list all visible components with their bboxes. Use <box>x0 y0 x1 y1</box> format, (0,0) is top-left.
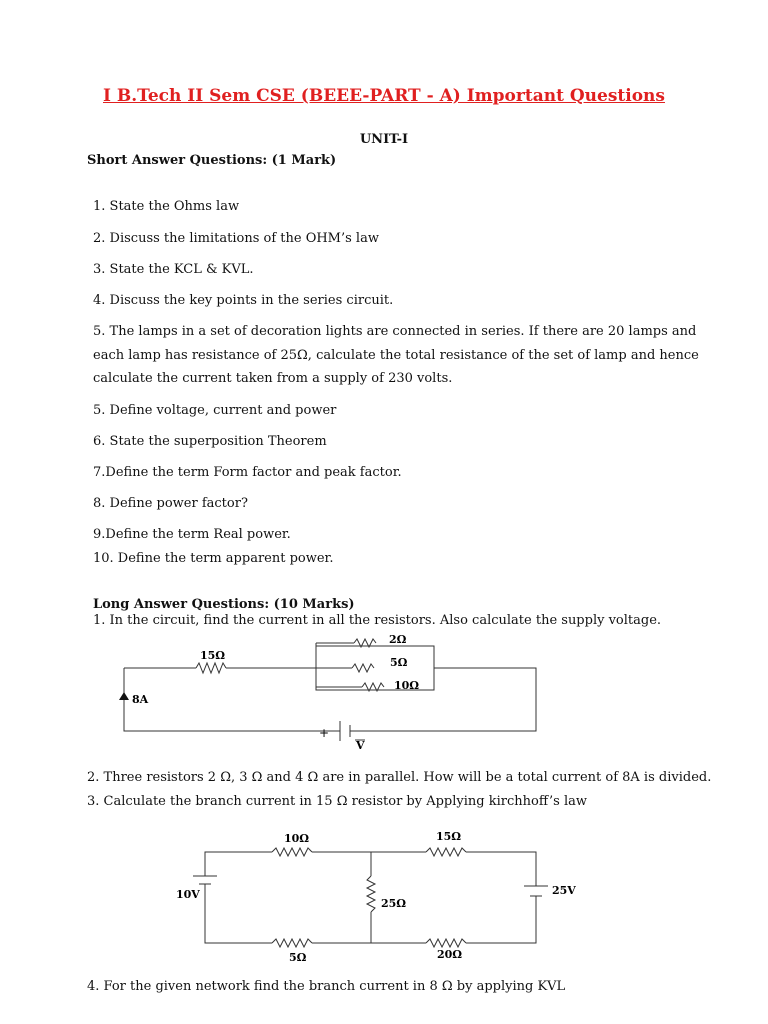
label-plus: + <box>319 726 330 740</box>
label-top-left-resistor: 10Ω <box>284 832 310 845</box>
short-question-3: 3. State the KCL & KVL. <box>93 262 254 277</box>
short-question-10: 10. Define the term apparent power. <box>93 551 334 566</box>
label-top-right-resistor: 15Ω <box>436 830 462 843</box>
label-right-source: 25V <box>552 884 576 897</box>
short-question-1: 1. State the Ohms law <box>93 199 240 214</box>
short-question-2: 2. Discuss the limitations of the OHM’s law <box>93 231 379 246</box>
label-V: V <box>356 739 365 752</box>
short-question-9: 9.Define the term Real power. <box>93 527 291 542</box>
short-question-5a-line-3: calculate the current taken from a supply of 230 volts. <box>93 371 453 386</box>
short-question-5a-line-1: 5. The lamps in a set of decoration lights are connected in series. If there are 20 lamps and <box>93 324 697 339</box>
long-question-2: 2. Three resistors 2 Ω, 3 Ω and 4 Ω are in parallel. How will be a total current of 8A is divided. <box>87 770 712 785</box>
label-left-source: 10V <box>176 888 200 901</box>
short-question-7: 7.Define the term Form factor and peak factor. <box>93 465 402 480</box>
short-question-4: 4. Discuss the key points in the series circuit. <box>93 293 394 308</box>
label-8A: 8A <box>132 693 149 706</box>
short-answer-heading: Short Answer Questions: (1 Mark) <box>87 153 337 168</box>
label-15-ohm: 15Ω <box>200 649 226 662</box>
long-answer-heading: Long Answer Questions: (10 Marks) <box>93 597 355 612</box>
resistor-bottom-left <box>272 939 312 947</box>
short-question-6: 6. State the superposition Theorem <box>93 434 327 449</box>
resistor-top-left <box>272 848 312 856</box>
resistor-bottom-right <box>426 939 466 947</box>
short-question-5a-line-2: each lamp has resistance of 25Ω, calculate the total resistance of the set of lamp and hence <box>93 348 699 363</box>
label-5-ohm: 5Ω <box>390 656 408 669</box>
unit-heading: UNIT-I <box>359 132 409 147</box>
label-middle-resistor: 25Ω <box>381 897 407 910</box>
label-10-ohm: 10Ω <box>394 679 420 692</box>
label-bottom-right-resistor: 20Ω <box>437 948 463 961</box>
resistor-top-right <box>426 848 466 856</box>
resistor-middle <box>367 876 375 912</box>
short-question-5b: 5. Define voltage, current and power <box>93 403 337 418</box>
short-question-8: 8. Define power factor? <box>93 496 248 511</box>
label-bottom-left-resistor: 5Ω <box>289 951 307 964</box>
long-question-3: 3. Calculate the branch current in 15 Ω resistor by Applying kirchhoff’s law <box>87 794 588 809</box>
long-question-1: 1. In the circuit, find the current in all the resistors. Also calculate the supply voltage. <box>93 613 662 628</box>
long-question-4: 4. For the given network find the branch current in 8 Ω by applying KVL <box>87 979 566 994</box>
label-2-ohm: 2Ω <box>389 633 407 646</box>
page-title: I B.Tech II Sem CSE (BEEE-PART - A) Important Questions <box>103 86 665 106</box>
